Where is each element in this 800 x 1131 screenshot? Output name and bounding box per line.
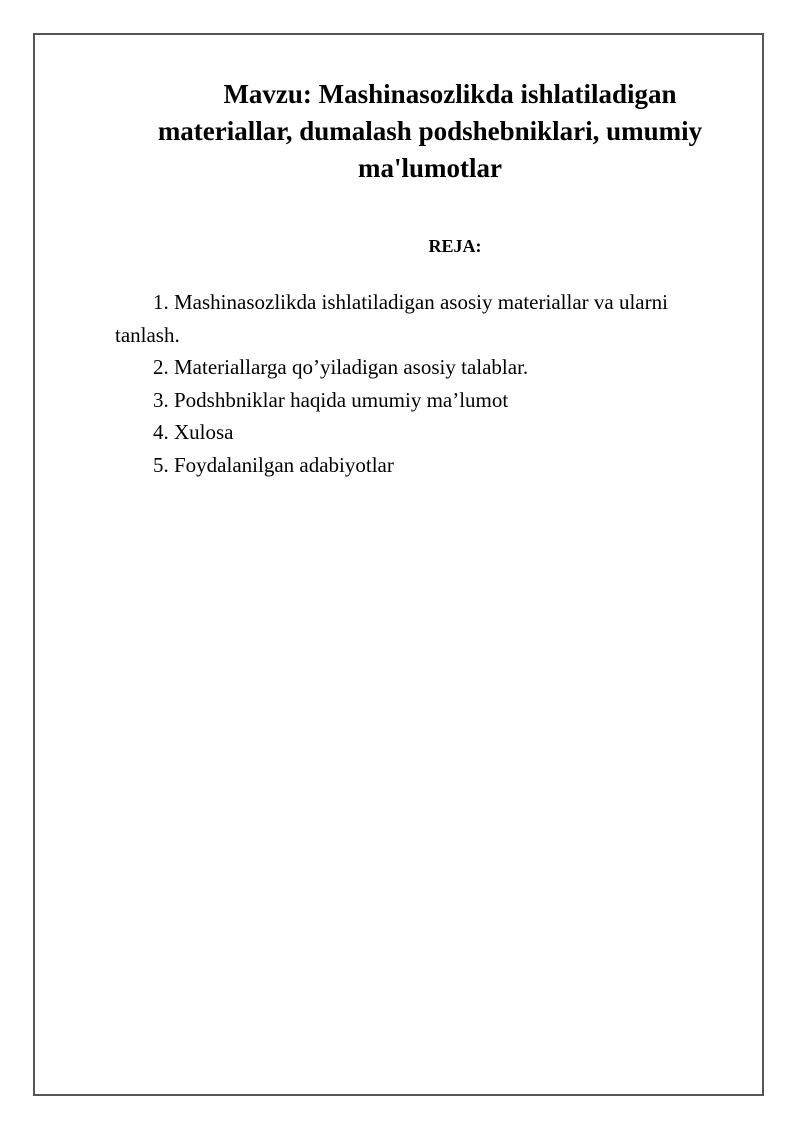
plan-item-2: 2. Materiallarga qo’yiladigan asosiy talablar. [153, 355, 529, 379]
plan-item-3: 3. Podshbniklar haqida umumiy ma’lumot [153, 387, 509, 412]
title-line-2: materiallar, dumalash podshebniklari, umumiy [157, 116, 703, 146]
title-line-1-text: Mavzu: Mashinasozlikda ishlatiladigan [223, 79, 677, 109]
plan-item-5: 5. Foydalanilgan adabiyotlar [153, 452, 394, 477]
title-line-3: ma'lumotlar [358, 153, 502, 183]
page-frame [33, 33, 764, 1096]
plan-heading: REJA: [428, 236, 482, 256]
plan-list [115, 286, 715, 481]
title-line-1 [110, 76, 750, 113]
document-title [110, 76, 750, 187]
plan-item-4: 4. Xulosa [153, 420, 234, 444]
plan-item-1: 1. Mashinasozlikda ishlatiladigan asosiy materiallar va ularni tanlash. [115, 290, 668, 347]
